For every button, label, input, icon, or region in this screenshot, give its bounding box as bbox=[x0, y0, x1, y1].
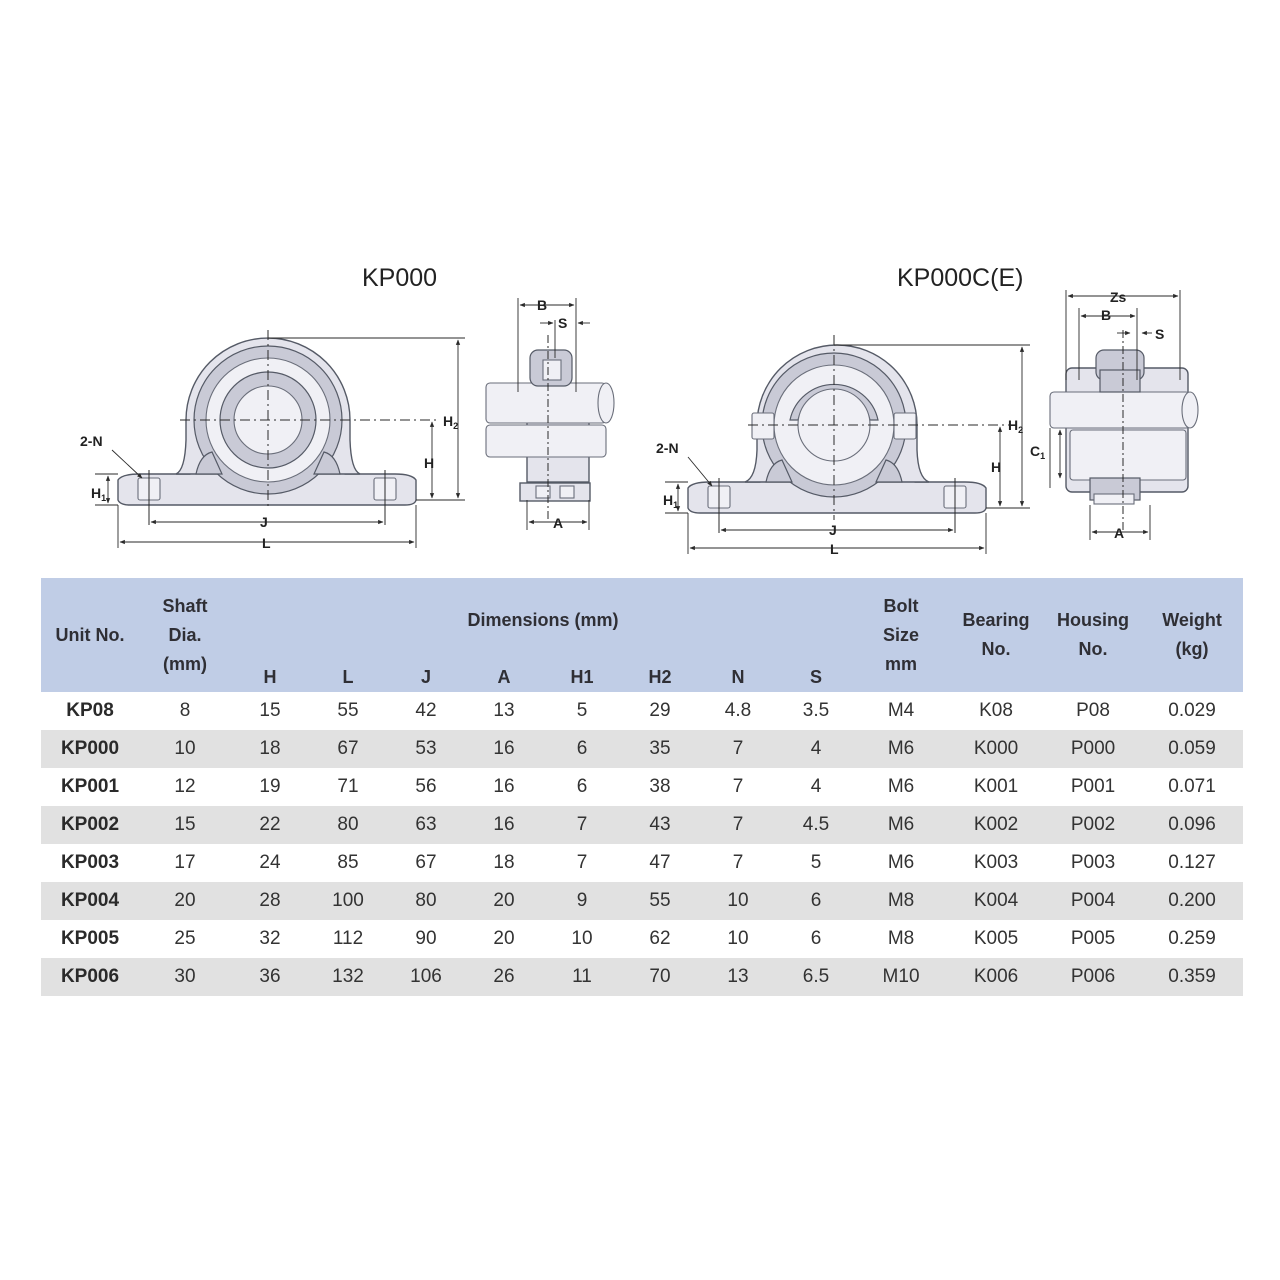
table-cell: 6 bbox=[543, 768, 621, 806]
table-cell: 18 bbox=[465, 844, 543, 882]
kp000ce-side-view bbox=[1030, 289, 1198, 541]
table-row bbox=[41, 844, 1243, 882]
table-cell: P005 bbox=[1045, 920, 1141, 958]
table-cell: P08 bbox=[1045, 692, 1141, 730]
unit-no-cell: KP000 bbox=[41, 730, 139, 768]
table-cell: 67 bbox=[309, 730, 387, 768]
table-cell: P002 bbox=[1045, 806, 1141, 844]
table-cell: 100 bbox=[309, 882, 387, 920]
table-cell: 0.059 bbox=[1141, 730, 1243, 768]
table-cell: P006 bbox=[1045, 958, 1141, 996]
table-cell: 10 bbox=[699, 882, 777, 920]
table-cell: 5 bbox=[543, 692, 621, 730]
table-cell: 20 bbox=[465, 882, 543, 920]
header-weight: Weight (kg) bbox=[1141, 578, 1243, 692]
specification-table bbox=[41, 578, 1243, 996]
table-cell: 15 bbox=[231, 692, 309, 730]
table-cell: 6 bbox=[543, 730, 621, 768]
unit-no-cell: KP005 bbox=[41, 920, 139, 958]
unit-no-cell: KP006 bbox=[41, 958, 139, 996]
kp000ce-label-h2: $H_2$ bbox=[1008, 417, 1024, 435]
table-cell: 47 bbox=[621, 844, 699, 882]
table-cell: M8 bbox=[855, 920, 947, 958]
table-cell: 53 bbox=[387, 730, 465, 768]
table-cell: M8 bbox=[855, 882, 947, 920]
table-cell: 0.259 bbox=[1141, 920, 1243, 958]
table-cell: 7 bbox=[699, 844, 777, 882]
table-cell: 17 bbox=[139, 844, 231, 882]
table-cell: 67 bbox=[387, 844, 465, 882]
table-cell: 85 bbox=[309, 844, 387, 882]
table-cell: 62 bbox=[621, 920, 699, 958]
kp000ce-label-a: A bbox=[1114, 525, 1125, 541]
table-cell: 7 bbox=[543, 806, 621, 844]
table-cell: 8 bbox=[139, 692, 231, 730]
table-row bbox=[41, 730, 1243, 768]
kp000ce-label-2n: 2-N bbox=[656, 440, 679, 456]
table-cell: 0.029 bbox=[1141, 692, 1243, 730]
table-row bbox=[41, 920, 1243, 958]
kp000ce-title: KP000C(E) bbox=[897, 264, 1024, 292]
table-cell: 29 bbox=[621, 692, 699, 730]
table-cell: 7 bbox=[699, 806, 777, 844]
table-cell: P001 bbox=[1045, 768, 1141, 806]
kp000-label-a: A bbox=[553, 515, 564, 531]
kp000-label-b: B bbox=[537, 297, 548, 313]
header-dim-n: N bbox=[699, 663, 777, 692]
kp000-side-view bbox=[486, 297, 614, 531]
table-body bbox=[41, 692, 1243, 996]
table-cell: K001 bbox=[947, 768, 1045, 806]
table-cell: 6 bbox=[777, 882, 855, 920]
table-cell: 70 bbox=[621, 958, 699, 996]
table-row bbox=[41, 768, 1243, 806]
table-cell: 11 bbox=[543, 958, 621, 996]
header-housing-no: Housing No. bbox=[1045, 578, 1141, 692]
table-cell: 90 bbox=[387, 920, 465, 958]
header-dim-j: J bbox=[387, 663, 465, 692]
kp000-label-s: S bbox=[558, 315, 568, 331]
kp000ce-label-l: L bbox=[830, 541, 839, 557]
unit-no-cell: KP08 bbox=[41, 692, 139, 730]
table-row bbox=[41, 692, 1243, 730]
header-dim-h2: H2 bbox=[621, 663, 699, 692]
header-bearing-no: Bearing No. bbox=[947, 578, 1045, 692]
header-shaft-dia: Shaft Dia. (mm) bbox=[139, 578, 231, 692]
table-cell: 80 bbox=[387, 882, 465, 920]
table-cell: 4 bbox=[777, 768, 855, 806]
kp000-label-l: L bbox=[262, 535, 271, 551]
table-row bbox=[41, 958, 1243, 996]
table-cell: K003 bbox=[947, 844, 1045, 882]
table-cell: M6 bbox=[855, 768, 947, 806]
kp000-label-h: H bbox=[424, 455, 435, 471]
table-cell: 15 bbox=[139, 806, 231, 844]
table-cell: 20 bbox=[465, 920, 543, 958]
table-cell: 18 bbox=[231, 730, 309, 768]
table-cell: 13 bbox=[465, 692, 543, 730]
table-cell: 16 bbox=[465, 730, 543, 768]
unit-no-cell: KP002 bbox=[41, 806, 139, 844]
table-cell: 4 bbox=[777, 730, 855, 768]
table-cell: 38 bbox=[621, 768, 699, 806]
table-cell: 10 bbox=[543, 920, 621, 958]
table-cell: 7 bbox=[699, 768, 777, 806]
table-cell: 80 bbox=[309, 806, 387, 844]
table-cell: K006 bbox=[947, 958, 1045, 996]
table-cell: 63 bbox=[387, 806, 465, 844]
table-cell: 19 bbox=[231, 768, 309, 806]
kp000ce-front-view bbox=[656, 264, 1030, 557]
unit-no-cell: KP004 bbox=[41, 882, 139, 920]
table-cell: 10 bbox=[699, 920, 777, 958]
table-cell: 12 bbox=[139, 768, 231, 806]
table-cell: M6 bbox=[855, 806, 947, 844]
header-dim-a: A bbox=[465, 663, 543, 692]
table-cell: M4 bbox=[855, 692, 947, 730]
header-unit-no: Unit No. bbox=[41, 578, 139, 692]
kp000-label-j: J bbox=[260, 514, 268, 530]
table-cell: 106 bbox=[387, 958, 465, 996]
table-cell: 55 bbox=[621, 882, 699, 920]
kp000ce-label-b: B bbox=[1101, 307, 1112, 323]
table-cell: 132 bbox=[309, 958, 387, 996]
table-cell: 6 bbox=[777, 920, 855, 958]
table-cell: 5 bbox=[777, 844, 855, 882]
table-cell: 30 bbox=[139, 958, 231, 996]
table-cell: K000 bbox=[947, 730, 1045, 768]
header-dim-h: H bbox=[231, 663, 309, 692]
kp000ce-label-zs: Zs bbox=[1110, 289, 1127, 305]
table-cell: 22 bbox=[231, 806, 309, 844]
unit-no-cell: KP003 bbox=[41, 844, 139, 882]
table-row bbox=[41, 806, 1243, 844]
table-cell: 3.5 bbox=[777, 692, 855, 730]
table-cell: 0.127 bbox=[1141, 844, 1243, 882]
table-cell: P004 bbox=[1045, 882, 1141, 920]
table-cell: 28 bbox=[231, 882, 309, 920]
table-cell: M10 bbox=[855, 958, 947, 996]
header-dim-h1: H1 bbox=[543, 663, 621, 692]
table-row bbox=[41, 882, 1243, 920]
table-cell: 10 bbox=[139, 730, 231, 768]
table-cell: 4.8 bbox=[699, 692, 777, 730]
table-cell: K004 bbox=[947, 882, 1045, 920]
kp000-label-h2: $H_2$ bbox=[443, 413, 459, 431]
table-cell: 20 bbox=[139, 882, 231, 920]
table-cell: 13 bbox=[699, 958, 777, 996]
table-cell: M6 bbox=[855, 844, 947, 882]
technical-drawings bbox=[0, 240, 1280, 570]
table-cell: 112 bbox=[309, 920, 387, 958]
kp000-title: KP000 bbox=[362, 264, 438, 292]
kp000ce-label-h: H bbox=[991, 459, 1002, 475]
kp000ce-label-s: S bbox=[1155, 326, 1165, 342]
table-cell: 71 bbox=[309, 768, 387, 806]
header-dimensions: Dimensions (mm) bbox=[231, 578, 855, 663]
table-cell: P003 bbox=[1045, 844, 1141, 882]
table-cell: 4.5 bbox=[777, 806, 855, 844]
kp000-label-h1: $H_1$ bbox=[91, 485, 107, 503]
header-dim-s: S bbox=[777, 663, 855, 692]
table-cell: 36 bbox=[231, 958, 309, 996]
table-cell: 6.5 bbox=[777, 958, 855, 996]
table-cell: 43 bbox=[621, 806, 699, 844]
table-cell: K002 bbox=[947, 806, 1045, 844]
table-cell: 0.359 bbox=[1141, 958, 1243, 996]
unit-no-cell: KP001 bbox=[41, 768, 139, 806]
table-cell: 35 bbox=[621, 730, 699, 768]
table-cell: 7 bbox=[543, 844, 621, 882]
table-cell: P000 bbox=[1045, 730, 1141, 768]
table-cell: 32 bbox=[231, 920, 309, 958]
header-bolt-size: Bolt Size mm bbox=[855, 578, 947, 692]
table-cell: M6 bbox=[855, 730, 947, 768]
table-cell: 9 bbox=[543, 882, 621, 920]
table-cell: 25 bbox=[139, 920, 231, 958]
table-cell: 0.200 bbox=[1141, 882, 1243, 920]
table-cell: 0.071 bbox=[1141, 768, 1243, 806]
kp000-front-view bbox=[80, 264, 465, 551]
table-cell: 16 bbox=[465, 806, 543, 844]
kp000ce-label-c1: $C_1$ bbox=[1030, 443, 1046, 461]
table-cell: 16 bbox=[465, 768, 543, 806]
kp000-label-2n: 2-N bbox=[80, 433, 103, 449]
table-cell: K08 bbox=[947, 692, 1045, 730]
table-cell: 7 bbox=[699, 730, 777, 768]
header-dim-l: L bbox=[309, 663, 387, 692]
table-cell: 24 bbox=[231, 844, 309, 882]
table-cell: 42 bbox=[387, 692, 465, 730]
table-cell: 55 bbox=[309, 692, 387, 730]
kp000ce-label-h1: $H_1$ bbox=[663, 492, 679, 510]
table-cell: K005 bbox=[947, 920, 1045, 958]
table-cell: 0.096 bbox=[1141, 806, 1243, 844]
table-cell: 26 bbox=[465, 958, 543, 996]
table-cell: 56 bbox=[387, 768, 465, 806]
kp000ce-label-j: J bbox=[829, 522, 837, 538]
